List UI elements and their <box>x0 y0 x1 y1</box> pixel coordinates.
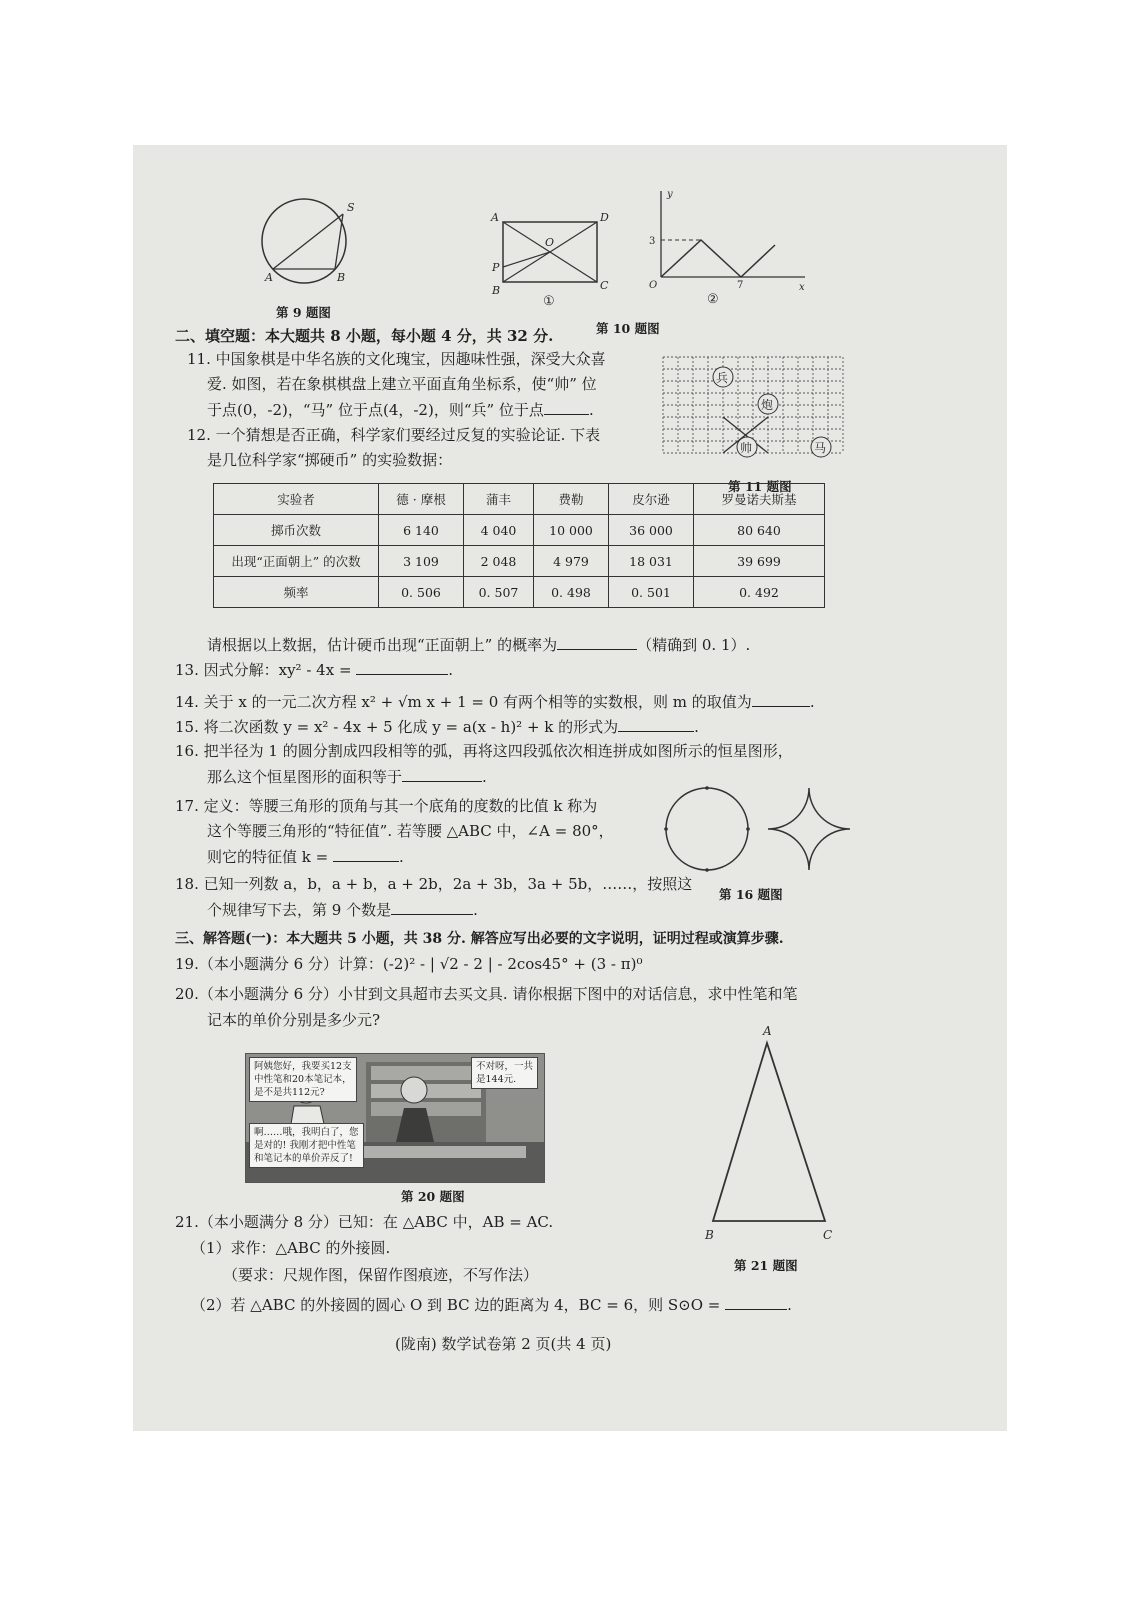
q13-tail: . <box>448 661 454 679</box>
q18-tail: . <box>473 901 478 919</box>
q21-line-2: （1）求作：△ABC 的外接圆. <box>191 1239 391 1257</box>
table-cell: 80 640 <box>694 515 825 546</box>
q11-answer-blank[interactable] <box>544 400 589 415</box>
fig21-label-b: B <box>705 1228 714 1242</box>
q14-text: 14. 关于 x 的一元二次方程 x² + √m x + 1 = 0 有两个相等的实数根，则 m 的取值为 <box>175 693 752 711</box>
fig21-label-c: C <box>823 1228 833 1242</box>
q19: 19.（本小题满分 6 分）计算：(-2)² - | √2 - 2 | - 2cos45° + (3 - π)⁰ <box>175 955 643 973</box>
figure-21-triangle <box>703 1025 833 1250</box>
table-cell: 18 031 <box>609 546 694 577</box>
q21-tail: . <box>787 1296 792 1314</box>
q18-line-1: 18. 已知一列数 a，b，a + b，a + 2b，2a + 3b，3a + 5b，……，按照这 <box>175 875 693 893</box>
speech-bubble-clerk <box>471 1057 538 1089</box>
q11-line-3-text: 于点(0，-2)，“马” 位于点(4，-2)，则“兵” 位于点 <box>207 401 544 419</box>
q17-line-1: 17. 定义：等腰三角形的顶角与其一个底角的度数的比值 k 称为 <box>175 797 598 815</box>
fig10-label-d: D <box>600 211 609 224</box>
table-cell: 4 040 <box>464 515 534 546</box>
q17-answer-blank[interactable] <box>333 847 399 862</box>
fig10-label-a: A <box>491 211 499 224</box>
piece-bing-label: 兵 <box>716 371 729 385</box>
q20-line-1: 20.（本小题满分 6 分）小甘到文具超市去买文具. 请你根据下图中的对话信息，求中性笔和笔 <box>175 985 798 1003</box>
table-cell: 频率 <box>214 577 379 608</box>
q15-tail: . <box>694 718 699 736</box>
q21-line-4 <box>191 1295 792 1314</box>
table-cell: 掷币次数 <box>214 515 379 546</box>
q12-line-2: 是几位科学家“掷硬币” 的实验数据： <box>207 451 453 469</box>
table-cell: 10 000 <box>534 515 609 546</box>
figure-11-chessboard <box>663 357 848 457</box>
bubble-student-line-2: 中性笔和20本笔记本， <box>254 1074 352 1085</box>
q11-line-3 <box>207 400 594 419</box>
table-header-cell: 罗曼诺夫斯基 <box>694 484 825 515</box>
piece-pao-label: 炮 <box>761 398 774 412</box>
q20-line-2: 记本的单价分别是多少元? <box>207 1011 381 1029</box>
table-header-cell: 费勒 <box>534 484 609 515</box>
q16-tail: . <box>482 768 487 786</box>
table-cell: 3 109 <box>379 546 464 577</box>
table-header-cell: 实验者 <box>214 484 379 515</box>
q11-line-3-tail: . <box>588 401 594 419</box>
table-cell: 36 000 <box>609 515 694 546</box>
figure-10-graph <box>645 187 815 307</box>
q18-answer-blank[interactable] <box>391 900 473 915</box>
q18-line-2-text: 个规律写下去，第 9 个数是 <box>207 901 392 919</box>
table-header-cell: 蒲丰 <box>464 484 534 515</box>
table-cell: 0. 498 <box>534 577 609 608</box>
q21-line-3: （要求：尺规作图，保留作图痕迹，不写作法） <box>223 1266 539 1284</box>
table-cell: 0. 507 <box>464 577 534 608</box>
q11-line-1: 11. 中国象棋是中华名族的文化瑰宝，因趣味性强，深受大众喜 <box>187 350 606 368</box>
q21-line-1: 21.（本小题满分 8 分）已知：在 △ABC 中，AB = AC. <box>175 1213 554 1231</box>
table-cell: 0. 501 <box>609 577 694 608</box>
fig10-label-c: C <box>600 279 609 292</box>
figure-9-circle <box>261 199 361 289</box>
q15-answer-blank[interactable] <box>618 717 694 732</box>
bubble-clerk-line-1: 不对呀，一共 <box>476 1061 534 1072</box>
q14 <box>175 692 815 711</box>
fig10-label-p: P <box>492 261 500 274</box>
table-cell: 0. 506 <box>379 577 464 608</box>
q17-line-3 <box>207 847 404 866</box>
q11-line-2: 爱. 如图，若在象棋棋盘上建立平面直角坐标系，使“帅” 位 <box>207 375 597 393</box>
q17-line-3-text: 则它的特征值 k = <box>207 848 329 866</box>
bubble-student-line-1: 阿姨您好，我要买12支 <box>254 1061 352 1072</box>
fig10b-label-x: x <box>799 282 805 293</box>
bubble-student-2-line-3: 和笔记本的单价弄反了! <box>254 1153 353 1164</box>
figure-16-shapes <box>665 787 855 877</box>
speech-bubble-student-2 <box>249 1123 364 1168</box>
piece-shuai-label: 帅 <box>740 441 753 455</box>
fig9-label-s: S <box>347 201 355 214</box>
q12-answer-blank[interactable] <box>557 635 637 650</box>
table-header-cell: 德 · 摩根 <box>379 484 464 515</box>
bubble-student-2-line-2: 是对的! 我刚才把中性笔 <box>254 1140 356 1151</box>
q15 <box>175 717 699 736</box>
table-cell: 39 699 <box>694 546 825 577</box>
figure-11-caption: 第 11 题图 <box>728 479 792 494</box>
q17-tail: . <box>398 848 404 866</box>
q18-line-2 <box>207 900 478 919</box>
q17-line-2: 这个等腰三角形的“特征值”. 若等腰 △ABC 中，∠A = 80°， <box>207 822 614 840</box>
fig10b-label-3: 3 <box>649 236 656 247</box>
q16-line-1: 16. 把半径为 1 的圆分割成四段相等的弧，再将这四段弧依次相连拼成如图所示的恒星图形， <box>175 742 793 760</box>
figure-10-caption: 第 10 题图 <box>596 321 660 336</box>
table-row <box>214 546 825 577</box>
piece-ma-label: 马 <box>814 441 827 455</box>
table-cell: 出现“正面朝上” 的次数 <box>214 546 379 577</box>
q12-line-1: 12. 一个猜想是否正确，科学家们要经过反复的实验论证. 下表 <box>187 426 601 444</box>
figure-9-caption: 第 9 题图 <box>276 305 331 320</box>
q21-answer-blank[interactable] <box>725 1295 787 1310</box>
fig10b-label-y: y <box>667 189 673 200</box>
speech-bubble-student <box>249 1057 357 1102</box>
q21-line-4-text: （2）若 △ABC 的外接圆的圆心 O 到 BC 边的距离为 4，BC = 6，则 S⊙O = <box>191 1296 721 1314</box>
table-cell: 0. 492 <box>694 577 825 608</box>
q12-after <box>207 635 750 654</box>
figure-16-caption: 第 16 题图 <box>719 887 783 902</box>
q16-line-2 <box>207 767 487 786</box>
q14-tail: . <box>809 693 815 711</box>
fig10-label-circled-1: ① <box>543 294 555 309</box>
figure-10-rectangle <box>489 209 619 309</box>
fig10-label-o: O <box>545 236 555 249</box>
page-footer: (陇南) 数学试卷第 2 页(共 4 页) <box>395 1335 612 1353</box>
fig9-label-b: B <box>337 271 346 284</box>
table-header-cell: 皮尔逊 <box>609 484 694 515</box>
q12-after-text: 请根据以上数据，估计硬币出现“正面朝上” 的概率为 <box>207 636 558 654</box>
figure-21-caption: 第 21 题图 <box>734 1258 798 1273</box>
q13-text: 13. 因式分解：xy² - 4x = <box>175 661 352 679</box>
q14-answer-blank[interactable] <box>752 692 810 707</box>
bubble-student-line-3: 是不是共112元? <box>254 1087 325 1098</box>
table-cell: 2 048 <box>464 546 534 577</box>
fig9-label-a: A <box>265 271 273 284</box>
section-2-heading: 二、填空题：本大题共 8 小题，每小题 4 分，共 32 分. <box>175 327 554 345</box>
q15-text: 15. 将二次函数 y = x² - 4x + 5 化成 y = a(x - h)² + k 的形式为 <box>175 718 619 736</box>
bubble-student-2-line-1: 啊……哦，我明白了，您 <box>254 1127 359 1138</box>
fig21-label-a: A <box>763 1024 772 1038</box>
q13-answer-blank[interactable] <box>356 660 448 675</box>
fig10b-label-7: 7 <box>737 280 744 291</box>
table-row <box>214 577 825 608</box>
table-cell: 4 979 <box>534 546 609 577</box>
q16-line-2-text: 那么这个恒星图形的面积等于 <box>207 768 403 786</box>
fig10b-label-o: O <box>649 280 658 291</box>
fig10b-label-circled-2: ② <box>707 292 719 307</box>
exam-page <box>133 145 1007 1431</box>
bubble-clerk-line-2: 是144元. <box>476 1074 517 1085</box>
table-header-row <box>214 484 825 515</box>
figure-20-caption: 第 20 题图 <box>401 1189 465 1204</box>
table-row <box>214 515 825 546</box>
section-3-heading: 三、解答题(一)：本大题共 5 小题，共 38 分. 解答应写出必要的文字说明，证明过程或演算步骤. <box>175 931 784 947</box>
q13 <box>175 660 453 679</box>
fig10-label-b: B <box>492 284 501 297</box>
q12-after-tail: （精确到 0. 1）. <box>637 636 751 654</box>
coin-toss-table <box>213 483 825 608</box>
table-cell: 6 140 <box>379 515 464 546</box>
q16-answer-blank[interactable] <box>402 767 482 782</box>
